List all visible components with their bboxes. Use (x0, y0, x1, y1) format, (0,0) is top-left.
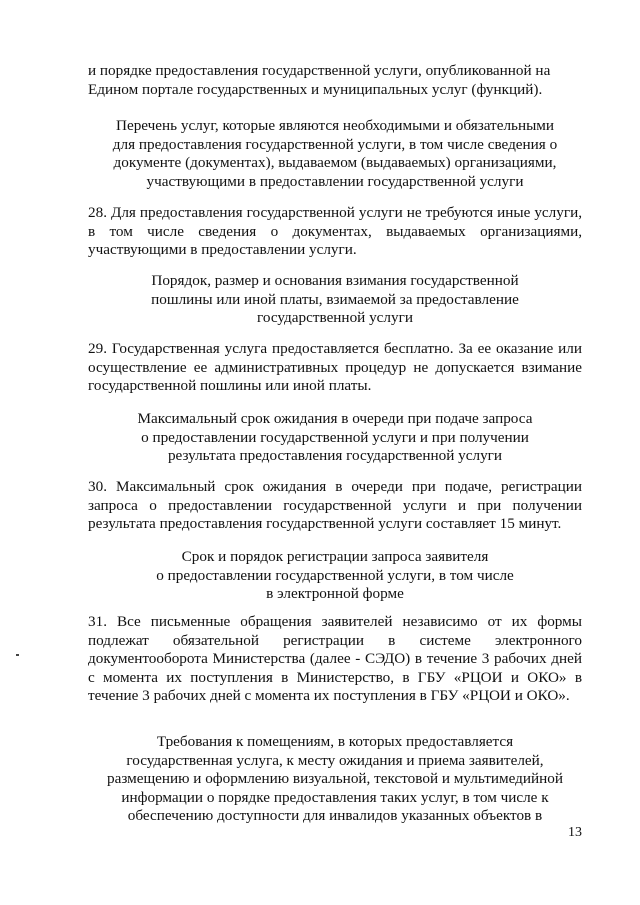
paragraph-continuation: и порядке предоставления государственной услуги, опубликованной на Едином портале государственных и муниципальных услуг (функций). (88, 62, 551, 98)
page-number: 13 (568, 825, 582, 840)
paragraph-28: 28. Для предоставления государственной услуги не требуются иные услуги, в том числе сведения о документах, выдаваемых организациями, участвующими в предоставлении услуги. (88, 204, 582, 258)
scan-mark (16, 654, 19, 656)
section-heading-premises-requirements: Требования к помещениям, в которых предоставляется государственная услуга, к месту ожидания и приема заявителей, размещению и оформлению визуальной, текстовой и мультимедийной информации о порядке предоставления таких услуг, в том числе к обеспечению доступности для инвалидов указанных объектов в (106, 733, 563, 824)
section-heading-required-services: Перечень услуг, которые являются необходимыми и обязательными для предоставления государственной услуги, в том числе сведения о документе (документах), выдаваемом (выдаваемых) организациями, участвующими в предоставлении государственной услуги (112, 117, 558, 190)
section-heading-queue-time: Максимальный срок ожидания в очереди при подаче запроса о предоставлении государственной услуги и при получении результата предоставления государственной услуги (137, 410, 533, 464)
paragraph-29: 29. Государственная услуга предоставляется бесплатно. За ее оказание или осуществление ее административных процедур не допускается взимание государственной пошлины или иной платы. (88, 340, 582, 394)
section-heading-fees: Порядок, размер и основания взимания государственной пошлины или иной платы, взимаемой за предоставление государственной услуги (151, 272, 519, 326)
paragraph-31: 31. Все письменные обращения заявителей независимо от их формы подлежат обязательной регистрации в системе электронного документооборота Министерства (далее - СЭДО) в течение 3 рабочих дней с момента их поступления в Министерство, в ГБУ «РЦОИ и ОКО» в течение 3 рабочих дней с момента их поступления в ГБУ «РЦОИ и ОКО». (88, 613, 582, 704)
paragraph-30: 30. Максимальный срок ожидания в очереди при подаче, регистрации запроса о предоставлении государственной услуги и при получении результата предоставления государственной услуги составляет 15 минут. (88, 478, 582, 532)
section-heading-registration: Срок и порядок регистрации запроса заявителя о предоставлении государственной услуги, в том числе в электронной форме (156, 548, 514, 602)
